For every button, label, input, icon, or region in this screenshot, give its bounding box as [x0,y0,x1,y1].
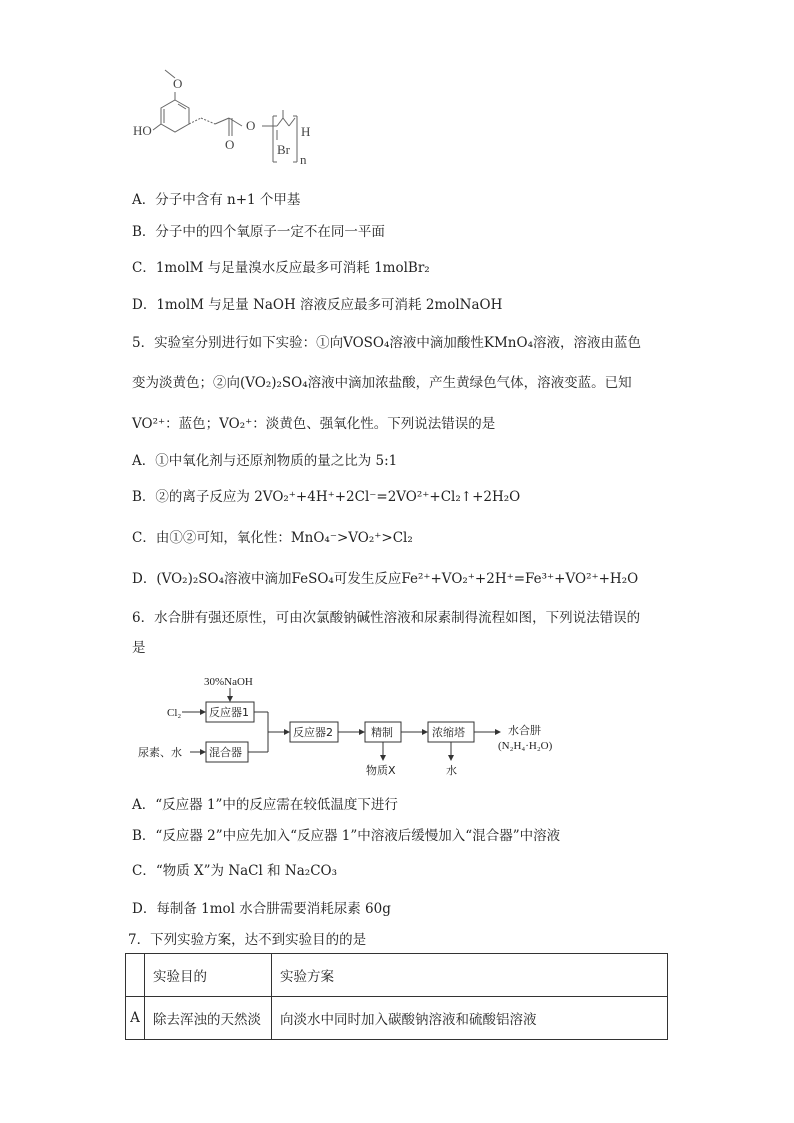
methoxy-o-label: O [173,76,183,91]
br-label: Br [277,142,290,157]
molecule-structure [125,66,325,166]
byproduct-x-label: 物质X [366,764,396,777]
cl2-label: Cl₂ [167,707,182,719]
product-formula: (N₂H₄·H₂O) [498,740,553,752]
q5-option-b: B．②的离子反应为 2VO₂⁺+4H⁺+2Cl⁻=2VO²⁺+Cl₂↑+2H₂O [132,489,521,505]
refine-label: 精制 [371,726,393,739]
q5-option-d: D．(VO₂)₂SO₄溶液中滴加FeSO₄可发生反应Fe²⁺+VO₂⁺+2H⁺=Fe³⁺+VO²⁺+H₂O [132,571,639,587]
q6-stem-line1: 6．水合肼有强还原性，可由次氯酸钠碱性溶液和尿素制得流程如图，下列说法错误的 [132,610,641,626]
reactor2-label: 反应器2 [293,726,333,739]
experiment-table [125,953,668,1040]
carbonyl-o-label: O [225,137,235,152]
row-a-purpose: 除去浑浊的天然淡 [145,997,272,1040]
q5-stem-line2: 变为淡黄色；②向(VO₂)₂SO₄溶液中滴加浓盐酸，产生黄绿色气体，溶液变蓝。已知 [132,375,632,391]
q5-stem-line1: 5．实验室分别进行如下实验：①向VOSO₄溶液中滴加酸性KMnO₄溶液，溶液由蓝色 [132,335,641,351]
naoh-label: 30%NaOH [204,676,253,688]
tower-label: 浓缩塔 [432,726,465,739]
q6-option-c: C．“物质 X”为 NaCl 和 Na₂CO₃ [132,863,337,879]
reactor1-label: 反应器1 [209,706,249,719]
h-label: H [301,124,311,139]
q5-option-c: C．由①②可知，氧化性：MnO₄⁻>VO₂⁺>Cl₂ [132,530,413,546]
product-label: 水合肼 [508,724,541,737]
process-flow-diagram [138,672,600,784]
n-label: n [300,152,307,167]
q5-stem-line3: VO²⁺：蓝色；VO₂⁺：淡黄色、强氧化性。下列说法错误的是 [132,416,496,432]
q6-option-a: A．“反应器 1”中的反应需在较低温度下进行 [132,797,398,813]
header-cell-plan: 实验方案 [272,954,668,997]
q7-stem: 7．下列实验方案，达不到实验目的的是 [128,932,367,948]
ho-label: HO [133,123,152,138]
table-row [126,997,668,1040]
q5-option-a: A．①中氧化剂与还原剂物质的量之比为 5:1 [132,453,398,469]
mixer-label: 混合器 [209,746,242,759]
row-a-plan: 向淡水中同时加入碳酸钠溶液和硫酸铝溶液 [272,997,668,1040]
q6-stem-line2: 是 [132,640,146,656]
table-header-row [126,954,668,997]
q4-option-a: A．分子中含有 n+1 个甲基 [132,192,301,208]
water-label: 水 [446,764,457,777]
row-a-label: A [126,997,145,1040]
feed2-label: 尿素、水 [138,746,182,759]
q4-option-c: C．1molM 与足量溴水反应最多可消耗 1molBr₂ [132,260,430,276]
header-cell-0 [126,954,145,997]
header-cell-purpose: 实验目的 [145,954,272,997]
q6-option-b: B．“反应器 2”中应先加入“反应器 1”中溶液后缓慢加入“混合器”中溶液 [132,828,561,844]
q6-option-d: D．每制备 1mol 水合肼需要消耗尿素 60g [132,901,391,917]
ester-o-label: O [246,118,256,133]
q4-option-d: D．1molM 与足量 NaOH 溶液反应最多可消耗 2molNaOH [132,297,503,313]
q4-option-b: B．分子中的四个氧原子一定不在同一平面 [132,224,385,240]
